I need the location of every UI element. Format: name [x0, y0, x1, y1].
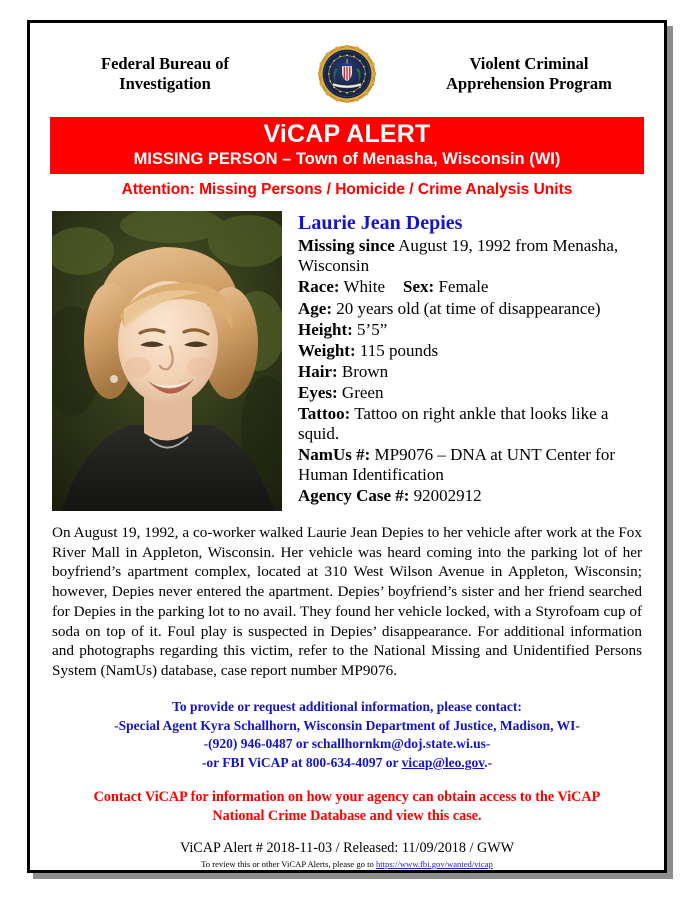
detail-label-agency-case: Agency Case #:: [298, 485, 410, 505]
detail-missing-since: [298, 236, 646, 276]
detail-label-missing-since: Missing since: [298, 236, 395, 256]
agency-name-left-line2: Investigation: [119, 74, 211, 93]
detail-label-namus: NamUs #:: [298, 444, 371, 464]
detail-value-sex: Female: [434, 277, 489, 297]
detail-label-race: Race:: [298, 277, 340, 297]
detail-label-sex: Sex:: [403, 277, 435, 297]
detail-value-hair: Brown: [337, 361, 389, 381]
notice-line1: Contact ViCAP for information on how your agency can obtain access to the ViCAP: [93, 789, 601, 806]
victim-block: [30, 199, 664, 511]
fbi-seal-wrapper: [316, 45, 378, 103]
program-name-right: [408, 54, 650, 94]
notice-line2: National Crime Database and view this case.: [212, 808, 482, 825]
detail-value-missing-since: August 19, 1992 from Menasha, Wisconsin: [298, 236, 619, 276]
vicap-email-link[interactable]: vicap@leo.gov: [401, 754, 485, 770]
alert-id-line: ViCAP Alert # 2018-11-03 / Released: 11/09/2018 / GWW: [179, 839, 515, 856]
detail-label-age: Age:: [298, 298, 332, 318]
database-access-notice: [30, 772, 664, 825]
alert-banner: [50, 117, 644, 174]
footer-note-prefix: To review this or other ViCAP Alerts, please go to: [201, 858, 376, 869]
contact-line-agent: -Special Agent Kyra Schallhorn, Wisconsin Department of Justice, Madison, WI-: [114, 717, 580, 733]
detail-label-hair: Hair:: [298, 361, 338, 381]
attention-line: Attention: Missing Persons / Homicide / Crime Analysis Units: [121, 180, 573, 198]
detail-age: [298, 299, 646, 319]
detail-label-weight: Weight:: [298, 340, 356, 360]
detail-height: [298, 320, 646, 340]
alert-banner-title: ViCAP ALERT: [263, 120, 431, 148]
contact-block: [30, 681, 664, 773]
contact-vicap-prefix: -or FBI ViCAP at 800-634-4097 or: [201, 754, 402, 770]
detail-label-eyes: Eyes:: [298, 382, 338, 402]
alert-page-frame: [27, 20, 667, 873]
detail-value-namus: MP9076 – DNA at UNT Center for Human Identification: [298, 444, 615, 484]
alert-page: [30, 23, 664, 870]
contact-line-phone-email: -(920) 946-0487 or schallhornkm@doj.state.wi.us-: [203, 736, 491, 752]
fbi-seal-icon: [318, 45, 376, 103]
agency-name-left: [44, 54, 286, 94]
footer-note: [30, 859, 664, 869]
program-name-right-line1: Violent Criminal: [469, 53, 589, 73]
detail-namus: [298, 445, 646, 485]
detail-value-height: 5’5”: [352, 319, 388, 339]
case-narrative: On August 19, 1992, a co-worker walked Laurie Jean Depies to her vehicle after work at the Fox River Mall in Appleton, Wisconsin. Her vehicle was heard coming into the parking lot of her boyfriend’s apartment complex, located at 310 West Wilson Avenue in Appleton, Wisconsin; however, Depies never entered the apartment. Depies’ boyfriend’s sister and her friend searched for Depies in the parking lot to no avail. They found her vehicle locked, with a Styrofoam cup of soda on top of it. Foul play is suspected in Depies’ disappearance. For additional information and photographs regarding this victim, refer to the National Missing and Unidentified Persons System (NamUs) database, case report number MP9076.: [52, 523, 642, 680]
contact-line-vicap: [50, 754, 644, 773]
detail-value-age: 20 years old (at time of disappearance): [331, 298, 601, 318]
detail-value-weight: 115 pounds: [355, 340, 439, 360]
detail-value-tattoo: Tattoo on right ankle that looks like a squid.: [298, 403, 609, 443]
detail-hair: [298, 362, 646, 382]
agency-name-left-line1: Federal Bureau of: [100, 53, 229, 73]
contact-vicap-suffix: .-: [484, 754, 493, 770]
detail-label-tattoo: Tattoo:: [298, 403, 351, 423]
victim-details: [282, 211, 646, 506]
victim-photo-image: [52, 211, 282, 511]
contact-heading: To provide or request additional information, please contact:: [172, 698, 522, 714]
detail-value-eyes: Green: [337, 382, 384, 402]
victim-photo: [52, 211, 282, 511]
detail-eyes: [298, 383, 646, 403]
detail-value-race: White: [339, 277, 386, 297]
detail-weight: [298, 341, 646, 361]
vicap-website-link[interactable]: https://www.fbi.gov/wanted/vicap: [375, 858, 493, 869]
detail-tattoo: [298, 404, 646, 444]
masthead: [30, 23, 664, 107]
detail-label-height: Height:: [298, 319, 353, 339]
program-name-right-line2: Apprehension Program: [446, 74, 612, 93]
detail-value-agency-case: 92002912: [409, 485, 482, 505]
alert-banner-subtitle: MISSING PERSON – Town of Menasha, Wisconsin (WI): [133, 149, 561, 168]
detail-agency-case: [298, 486, 646, 506]
detail-race-sex: [298, 277, 646, 297]
victim-name: Laurie Jean Depies: [298, 211, 463, 234]
